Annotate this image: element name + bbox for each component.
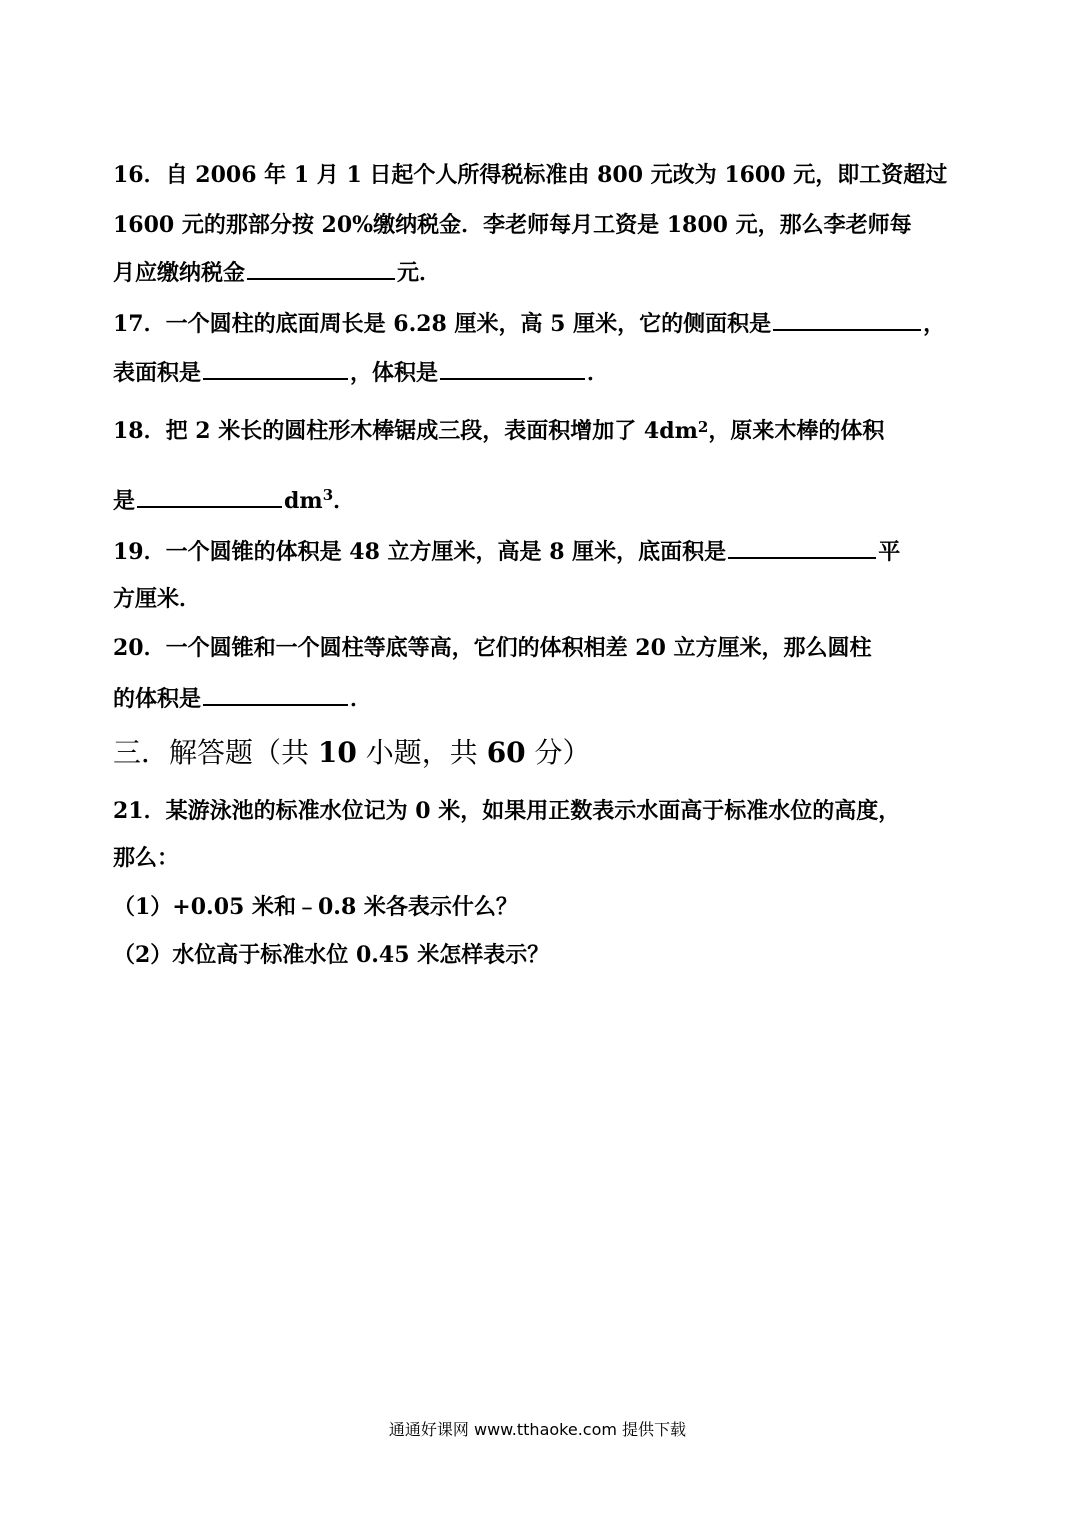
q20-line1: 20．一个圆锥和一个圆柱等底等高，它们的体积相差 20 立方厘米，那么圆柱 [113,635,872,661]
q18-line1-text: 18．把 2 米长的圆柱形木棒锯成三段，表面积增加了 4dm [113,418,698,444]
q17-line2-b: ，体积是 [350,360,439,386]
section-suffix: 分） [525,736,591,769]
q21-sub1: （1）+0.05 米和﹣0.8 米各表示什么？ [113,894,518,920]
q18-unit: dm [284,488,323,514]
q18-sup-squared: 2 [697,418,709,436]
q18-line1 [113,416,884,446]
section-score: 60 [486,736,526,769]
q19-line1 [113,535,900,567]
q19-line1-after: 平 [878,539,901,565]
q17-line2 [113,356,609,388]
q17-line2-c: ． [587,360,610,386]
q18-line1-after: ，原来木棒的体积 [708,418,885,444]
q17-lateral-area-blank[interactable] [773,307,921,331]
q17-line2-a: 表面积是 [113,360,202,386]
q16-line3 [113,256,441,288]
q17-volume-blank[interactable] [440,356,585,380]
q16-answer-blank[interactable] [247,256,395,280]
q18-sup-cubed: 3 [322,486,334,504]
section-heading [113,735,591,771]
q17-surface-area-blank[interactable] [203,356,348,380]
q18-line2-before: 是 [113,488,136,514]
q21-sub2: （2）水位高于标准水位 0.45 米怎样表示？ [113,942,550,968]
q16-line3-after: 元． [397,260,442,286]
q19-line2: 方厘米． [113,586,202,612]
q20-answer-blank[interactable] [203,682,348,706]
q16-line2: 1600 元的那部分按 20%缴纳税金．李老师每月工资是 1800 元，那么李老师每 [113,212,912,238]
q17-line1-after: ， [923,311,946,337]
q20-line2-before: 的体积是 [113,686,202,712]
q18-line2-after: ． [333,488,356,514]
q18-line2 [113,484,355,516]
q21-line2: 那么： [113,845,180,871]
q16-line1: 16．自 2006 年 1 月 1 日起个人所得税标准由 800 元改为 1600 元，即工资超过 [113,162,948,188]
q17-line1-before: 17．一个圆柱的底面周长是 6.28 厘米，高 5 厘米，它的侧面积是 [113,311,772,337]
section-prefix: 三．解答题（共 [113,736,318,769]
q20-line2-after: ． [350,686,373,712]
q16-line3-before: 月应缴纳税金 [113,260,246,286]
footer-credit: 通通好课网 www.tthaoke.com 提供下载 [388,1420,687,1439]
q20-line2 [113,682,372,714]
q19-answer-blank[interactable] [728,535,876,559]
q17-line1 [113,307,945,339]
q19-line1-before: 19．一个圆锥的体积是 48 立方厘米，高是 8 厘米，底面积是 [113,539,727,565]
q21-line1: 21．某游泳池的标准水位记为 0 米，如果用正数表示水面高于标准水位的高度， [113,798,901,824]
section-mid: 小题，共 [356,736,487,769]
q18-answer-blank[interactable] [137,484,282,508]
section-count: 10 [317,736,357,769]
